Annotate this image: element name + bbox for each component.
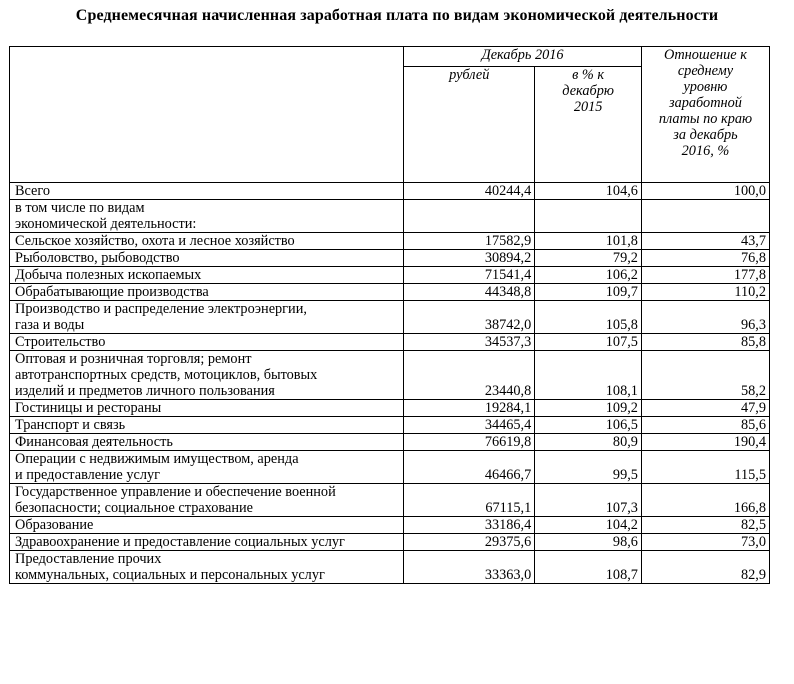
- row-rubles: 46466,7: [404, 451, 535, 484]
- row-percent: 107,3: [535, 484, 642, 517]
- page-title: Среднемесячная начисленная заработная плата по видам экономической деятельности: [75, 7, 719, 24]
- row-ratio: 43,7: [641, 233, 769, 250]
- row-percent: 106,2: [535, 267, 642, 284]
- table-row: [10, 551, 770, 584]
- row-ratio: 115,5: [641, 451, 769, 484]
- row-rubles: 71541,4: [404, 267, 535, 284]
- table-row: [10, 400, 770, 417]
- header-ratio: Отношение к среднему уровню заработной платы по краю за декабрь 2016, %: [641, 47, 769, 183]
- row-percent: 108,7: [535, 551, 642, 584]
- table-row: [10, 417, 770, 434]
- row-rubles: 17582,9: [404, 233, 535, 250]
- header-period: Декабрь 2016: [404, 47, 642, 67]
- row-label: Сельское хозяйство, охота и лесное хозяйство: [10, 233, 404, 250]
- row-rubles: 40244,4: [404, 183, 535, 200]
- row-label: Финансовая деятельность: [10, 434, 404, 451]
- row-rubles: 33186,4: [404, 517, 535, 534]
- table-row: [10, 250, 770, 267]
- table-row: [10, 233, 770, 250]
- row-label: Операции с недвижимым имуществом, аренда и предоставление услуг: [10, 451, 404, 484]
- row-ratio: 82,9: [641, 551, 769, 584]
- row-label: Обрабатывающие производства: [10, 284, 404, 301]
- row-percent: 107,5: [535, 334, 642, 351]
- row-percent: 108,1: [535, 351, 642, 400]
- row-rubles: 44348,8: [404, 284, 535, 301]
- row-percent: 80,9: [535, 434, 642, 451]
- row-ratio: 110,2: [641, 284, 769, 301]
- row-rubles: 19284,1: [404, 400, 535, 417]
- table-row: [10, 200, 770, 233]
- row-percent: 79,2: [535, 250, 642, 267]
- row-rubles: 29375,6: [404, 534, 535, 551]
- row-percent: 105,8: [535, 301, 642, 334]
- header-blank: [10, 47, 404, 183]
- row-ratio: 190,4: [641, 434, 769, 451]
- row-label: Рыболовство, рыбоводство: [10, 250, 404, 267]
- row-ratio: 96,3: [641, 301, 769, 334]
- table-row: [10, 534, 770, 551]
- row-label: Здравоохранение и предоставление социальных услуг: [10, 534, 404, 551]
- row-rubles: [404, 200, 535, 233]
- row-ratio: 47,9: [641, 400, 769, 417]
- row-ratio: 100,0: [641, 183, 769, 200]
- row-rubles: 23440,8: [404, 351, 535, 400]
- row-percent: 106,5: [535, 417, 642, 434]
- row-percent: 98,6: [535, 534, 642, 551]
- row-label: Транспорт и связь: [10, 417, 404, 434]
- table-row: [10, 267, 770, 284]
- row-label: Добыча полезных ископаемых: [10, 267, 404, 284]
- row-percent: 109,2: [535, 400, 642, 417]
- row-label: Гостиницы и рестораны: [10, 400, 404, 417]
- row-label: Образование: [10, 517, 404, 534]
- table-row: [10, 183, 770, 200]
- table-row: [10, 434, 770, 451]
- row-label: Оптовая и розничная торговля; ремонт автотранспортных средств, мотоциклов, бытовых изделий и предметов личного пользования: [10, 351, 404, 400]
- row-rubles: 34465,4: [404, 417, 535, 434]
- row-percent: 101,8: [535, 233, 642, 250]
- row-ratio: 85,8: [641, 334, 769, 351]
- row-rubles: 34537,3: [404, 334, 535, 351]
- row-percent: 109,7: [535, 284, 642, 301]
- table-row: [10, 451, 770, 484]
- row-label: Всего: [10, 183, 404, 200]
- row-ratio: 177,8: [641, 267, 769, 284]
- row-label: в том числе по видам экономической деятельности:: [10, 200, 404, 233]
- salary-table: [9, 46, 770, 584]
- row-label: Предоставление прочих коммунальных, социальных и персональных услуг: [10, 551, 404, 584]
- row-rubles: 76619,8: [404, 434, 535, 451]
- row-ratio: 76,8: [641, 250, 769, 267]
- row-ratio: [641, 200, 769, 233]
- row-ratio: 73,0: [641, 534, 769, 551]
- header-rubles: рублей: [404, 67, 535, 183]
- row-percent: 104,2: [535, 517, 642, 534]
- row-ratio: 58,2: [641, 351, 769, 400]
- table-row: [10, 517, 770, 534]
- table-row: [10, 334, 770, 351]
- row-rubles: 30894,2: [404, 250, 535, 267]
- table-row: [10, 301, 770, 334]
- row-percent: [535, 200, 642, 233]
- row-label: Строительство: [10, 334, 404, 351]
- row-rubles: 67115,1: [404, 484, 535, 517]
- row-percent: 104,6: [535, 183, 642, 200]
- row-rubles: 33363,0: [404, 551, 535, 584]
- table-row: [10, 351, 770, 400]
- table-row: [10, 284, 770, 301]
- row-ratio: 85,6: [641, 417, 769, 434]
- table-row: [10, 484, 770, 517]
- row-percent: 99,5: [535, 451, 642, 484]
- row-label: Производство и распределение электроэнергии, газа и воды: [10, 301, 404, 334]
- row-label: Государственное управление и обеспечение военной безопасности; социальное страхование: [10, 484, 404, 517]
- header-percent: в % к декабрю 2015: [535, 67, 642, 183]
- row-ratio: 166,8: [641, 484, 769, 517]
- row-rubles: 38742,0: [404, 301, 535, 334]
- row-ratio: 82,5: [641, 517, 769, 534]
